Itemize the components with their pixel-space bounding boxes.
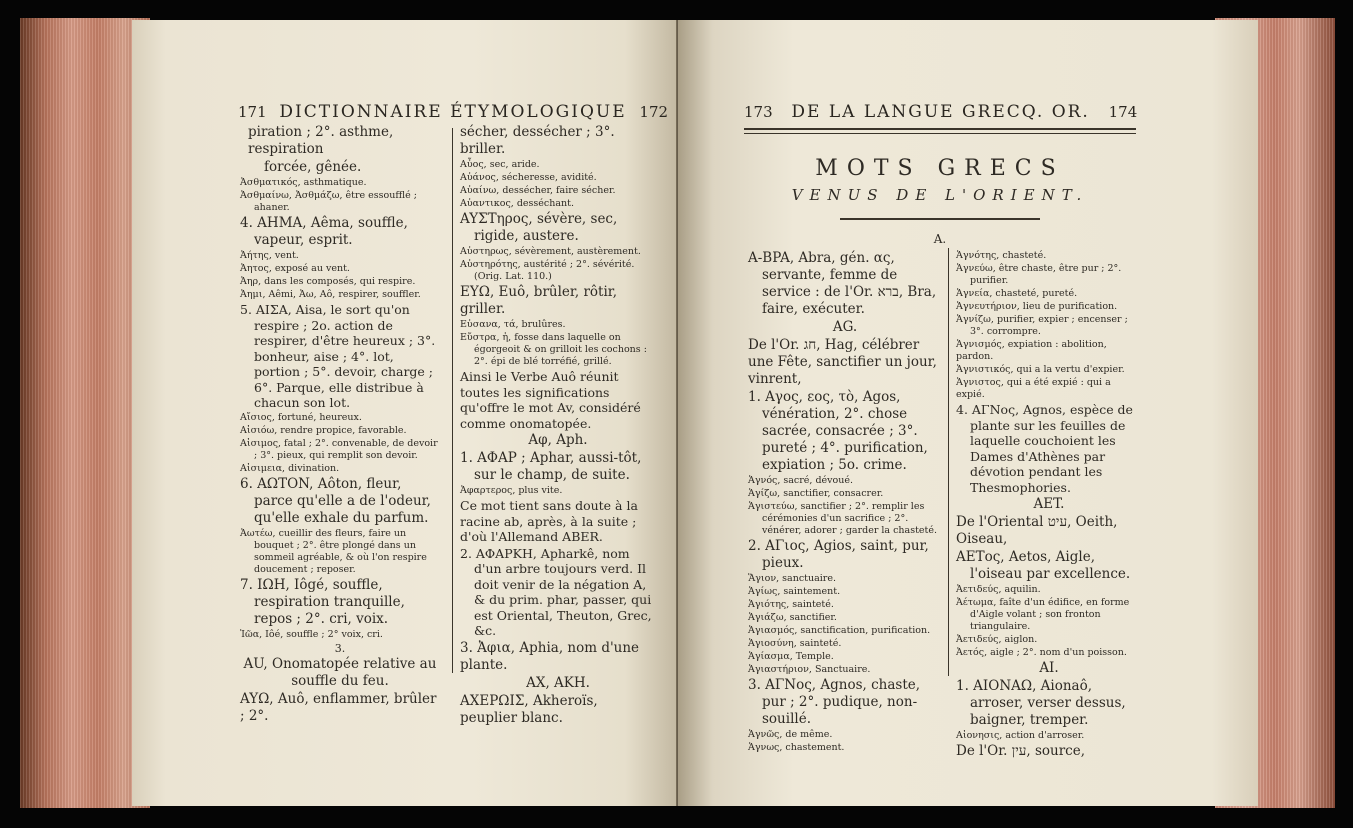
text-line: Ἀφαρτερος, plus vite. [460,485,563,496]
entry-akherois: AXEPΩIΣ, Akheroïs, peuplier blanc. [460,692,598,726]
entry-aphia: 3. Ἀφια, Aphia, nom d'une plante. [460,639,640,673]
text-line: Ἁγιότης, sainteté. [748,599,834,610]
text-line: Αἰσιμεια, divination. [240,462,340,474]
text-line: Ἁγιοσύνη, sainteté. [748,638,842,649]
entry-agos: 1. Aγος, εος, τὸ, Agos, vénération, 2°. chose sacrée, consacrée ; 3°. pureté ; 4°. purification, expiation ; 5o. crime. [748,389,928,473]
text-line: Αἴσιος, fortuné, heureux. [240,411,362,423]
right-column-2 [956,250,1142,761]
right-page-title: DE LA LANGUE GRECQ. OR. [791,102,1090,122]
text-line: Ἀητος, exposé au vent. [240,263,350,274]
entry-agios: 2. AΓιος, Agios, saint, pur, pieux. [748,538,929,571]
text-line: Ἁγνῶς, de même. [748,729,833,740]
text-line: sécher, dessécher ; 3°. briller. [460,124,615,157]
entry-4: 4. AHMA, Aêma, souffle, vapeur, esprit. [240,215,408,248]
entry-apharke: 2. AΦAPKH, Apharkê, nom d'un arbre toujours verd. Il doit venir de la négation A, & du prim. phar, passer, qui est Oriental, Theuton, Grec, &c. [460,545,652,638]
right-page-number-b: 174 [1108,103,1138,121]
section-aet: AET. [1033,496,1065,512]
text-line: Αὐαντικος, desséchant. [460,198,574,209]
section-ai: AI. [1039,660,1059,676]
text-line: Ἁγνιστικός, qui a la vertu d'expier. [956,364,1125,375]
text-line: AYΩ, Auô, enflammer, brûler ; 2°. [240,690,437,724]
text-line: Αἰσιμος, fatal ; 2°. convenable, de devoir ; 3°. pieux, qui remplit son devoir. [240,437,438,461]
text-line: Ἀετιδεύς, aquilin. [956,584,1041,595]
ornament-rule [840,218,1040,220]
text-line: Ἁγνευτήριον, lieu de purification. [956,301,1118,312]
text-line: forcée, gênée. [264,159,362,175]
left-running-head [238,102,668,122]
left-column-1 [240,124,440,726]
text-line: Ἀήτης, vent. [240,250,299,261]
section-number: 3. [334,641,346,655]
right-column-1 [748,250,942,755]
entry-austeros: AYΣTηρος, sévère, sec, rigide, austere. [460,211,618,244]
left-page-number-b: 172 [639,103,669,121]
text-line: piration ; 2°. asthme, respiration [248,124,394,157]
text-line: Ἀετός, aigle ; 2°. nom d'un poisson. [956,647,1127,658]
text-line: Εὐσανα, τά, brulûres. [460,319,566,330]
page-edges-left [20,18,150,808]
paragraph-hag: De l'Or. חג, Hag, célébrer une Fête, sanctifier un jour, vinrent, [748,337,937,387]
text-line: Ἁγνεύω, être chaste, être pur ; 2°. purifier. [956,263,1122,286]
text-line: De l'Or. עין, source, [956,743,1086,759]
left-page-number-a: 171 [238,103,267,121]
text-line: Ἀέτωμα, faîte d'un édifice, en forme d'Aigle volant ; son fronton triangulaire. [956,597,1130,632]
text-line: Αὐστηρως, sévèrement, austèrement. [460,246,641,257]
text-line: Αὖος, sec, aride. [460,159,540,170]
entry-6: 6. AΩTON, Aôton, fleur, parce qu'elle a de l'odeur, qu'elle exhale du parfum. [240,475,431,526]
text-line: Αἰονησις, action d'arroser. [956,730,1085,741]
text-line: Ἁγνίζω, purifier, expier ; encenser ; 3°. corrompre. [956,314,1128,337]
section-akh: AX, AKH. [526,674,590,691]
text-line: Ἅγιον, sanctuaire. [748,573,836,584]
text-line: Αὐάνος, sécheresse, avidité. [460,172,597,183]
text-line: Ἁγνως, chastement. [748,742,845,753]
section-a: A. [933,232,947,246]
entry-euo: EYΩ, Euô, brûler, rôtir, griller. [460,284,618,317]
text-line: Ἁγίως, saintement. [748,586,841,597]
paragraph-auo: Ainsi le Verbe Auô réunit toutes les significations qu'offre le mot Av, considéré comme onomatopée. [460,369,641,431]
entry-aionao: 1. AIONAΩ, Aionaô, arroser, verser dessus, baigner, tremper. [956,678,1126,728]
text-line: Ἁγνεία, chasteté, pureté. [956,288,1078,299]
text-line: Ἁγιάζω, sanctifier. [748,612,837,623]
heading-mots-grecs: MOTS GRECS [815,156,1065,181]
heading-venus-orient: VENUS DE L'ORIENT. [791,186,1089,204]
left-page-title: DICTIONNAIRE ÉTYMOLOGIQUE [279,102,627,122]
column-rule [452,128,453,673]
text-line: Ἰῶα, Iôé, souffle ; 2° voix, cri. [240,628,383,640]
right-page-number-a: 173 [744,103,773,121]
left-column-2 [460,124,656,728]
entry-7: 7. IΩH, Iôgé, souffle, respiration tranquille, repos ; 2°. cri, voix. [240,576,405,627]
right-page [678,20,1258,806]
header-rule [744,128,1136,134]
text-line: Ἁγιασμός, sanctification, purification. [748,625,931,636]
text-line: Αἰσιόω, rendre propice, favorable. [240,424,407,436]
text-line: Ἁγνιστος, qui a été expié : qui a expié. [956,377,1111,400]
right-running-head [744,102,1137,122]
text-line: Ἁγνός, sacré, dévoué. [748,475,854,486]
paragraph-oeith: De l'Oriental עיט, Oeith, Oiseau, [956,514,1118,547]
text-line: Ἀωτέω, cueillir des fleurs, faire un bouquet ; 2°. être plongé dans un sommeil agréable, & où l'on respire doucement ; reposer. [240,527,427,575]
text-line: Ἁγνισμός, expiation : abolition, pardon. [956,339,1107,362]
text-line: Ἀσθμαίνω, Ἀσθμάζω, être essoufflé ; ahaner. [240,190,417,213]
column-rule [948,248,949,676]
text-line: Ἁγίζω, sanctifier, consacrer. [748,488,884,499]
section-aph: Aφ, Aph. [528,432,588,448]
left-page [132,20,692,806]
text-line: Ἀηρ, dans les composés, qui respire. [240,276,416,287]
text-line: Ἀετιδεύς, aiglon. [956,634,1038,645]
text-line: Ἁγιαστήριον, Sanctuaire. [748,664,871,675]
entry-aetos: AETος, Aetos, Aigle, l'oiseau par excellence. [956,549,1131,582]
section-au: AU, Onomatopée relative au souffle du feu. [243,655,437,689]
entry-5: 5. AIΣA, Aisa, le sort qu'on respire ; 2o. action de respirer, d'être heureux ; 3°. bonheur, aise ; 4°. lot, portion ; 5°. devoir, charge ; 6°. Parque, elle distribue à chacun son lot. [240,302,436,410]
paragraph-ab: Ce mot tient sans doute à la racine ab, après, à la suite ; d'où l'Allemand ABER. [460,498,638,544]
entry-agnos-plant: 4. AΓNoς, Agnos, espèce de plante sur les feuilles de laquelle couchoient les Dames d'Athènes par dévotion pendant les Thesmophories. [956,402,1133,495]
text-line: Ἀσθματικός, asthmatique. [240,177,367,188]
book [14,14,1339,814]
text-line: Ἀημι, Aêmi, Ἀω, Aô, respirer, souffler. [240,289,421,300]
text-line: Ἁγίασμα, Temple. [748,651,834,662]
text-line: Ἁγνότης, chasteté. [956,250,1047,261]
text-line: Ἁγιστεύω, sanctifier ; 2°. remplir les cérémonies d'un sacrifice ; 2°. vénérer, adorer ; garder la chasteté. [748,501,937,536]
entry-abra: A-BPA, Abra, gén. ας, servante, femme de service : de l'Or. ברא, Bra, faire, exécuter. [748,250,937,317]
entry-aphar: 1. AΦAP ; Aphar, aussi-tôt, sur le champ, de suite. [460,450,642,483]
text-line: Εὔστρα, ἡ, fosse dans laquelle on égorgeoit & on grilloit les cochons : 2°. épi de blé torréfié, grillé. [460,332,647,367]
entry-agnos: 3. AΓNoς, Agnos, chaste, pur ; 2°. pudique, non-souillé. [748,677,921,727]
text-line: Αὐαίνω, dessécher, faire sécher. [460,185,616,196]
section-ag: AG. [832,319,858,335]
text-line: Αὐστηρότης, austérité ; 2°. sévérité. (Orig. Lat. 110.) [460,259,635,282]
